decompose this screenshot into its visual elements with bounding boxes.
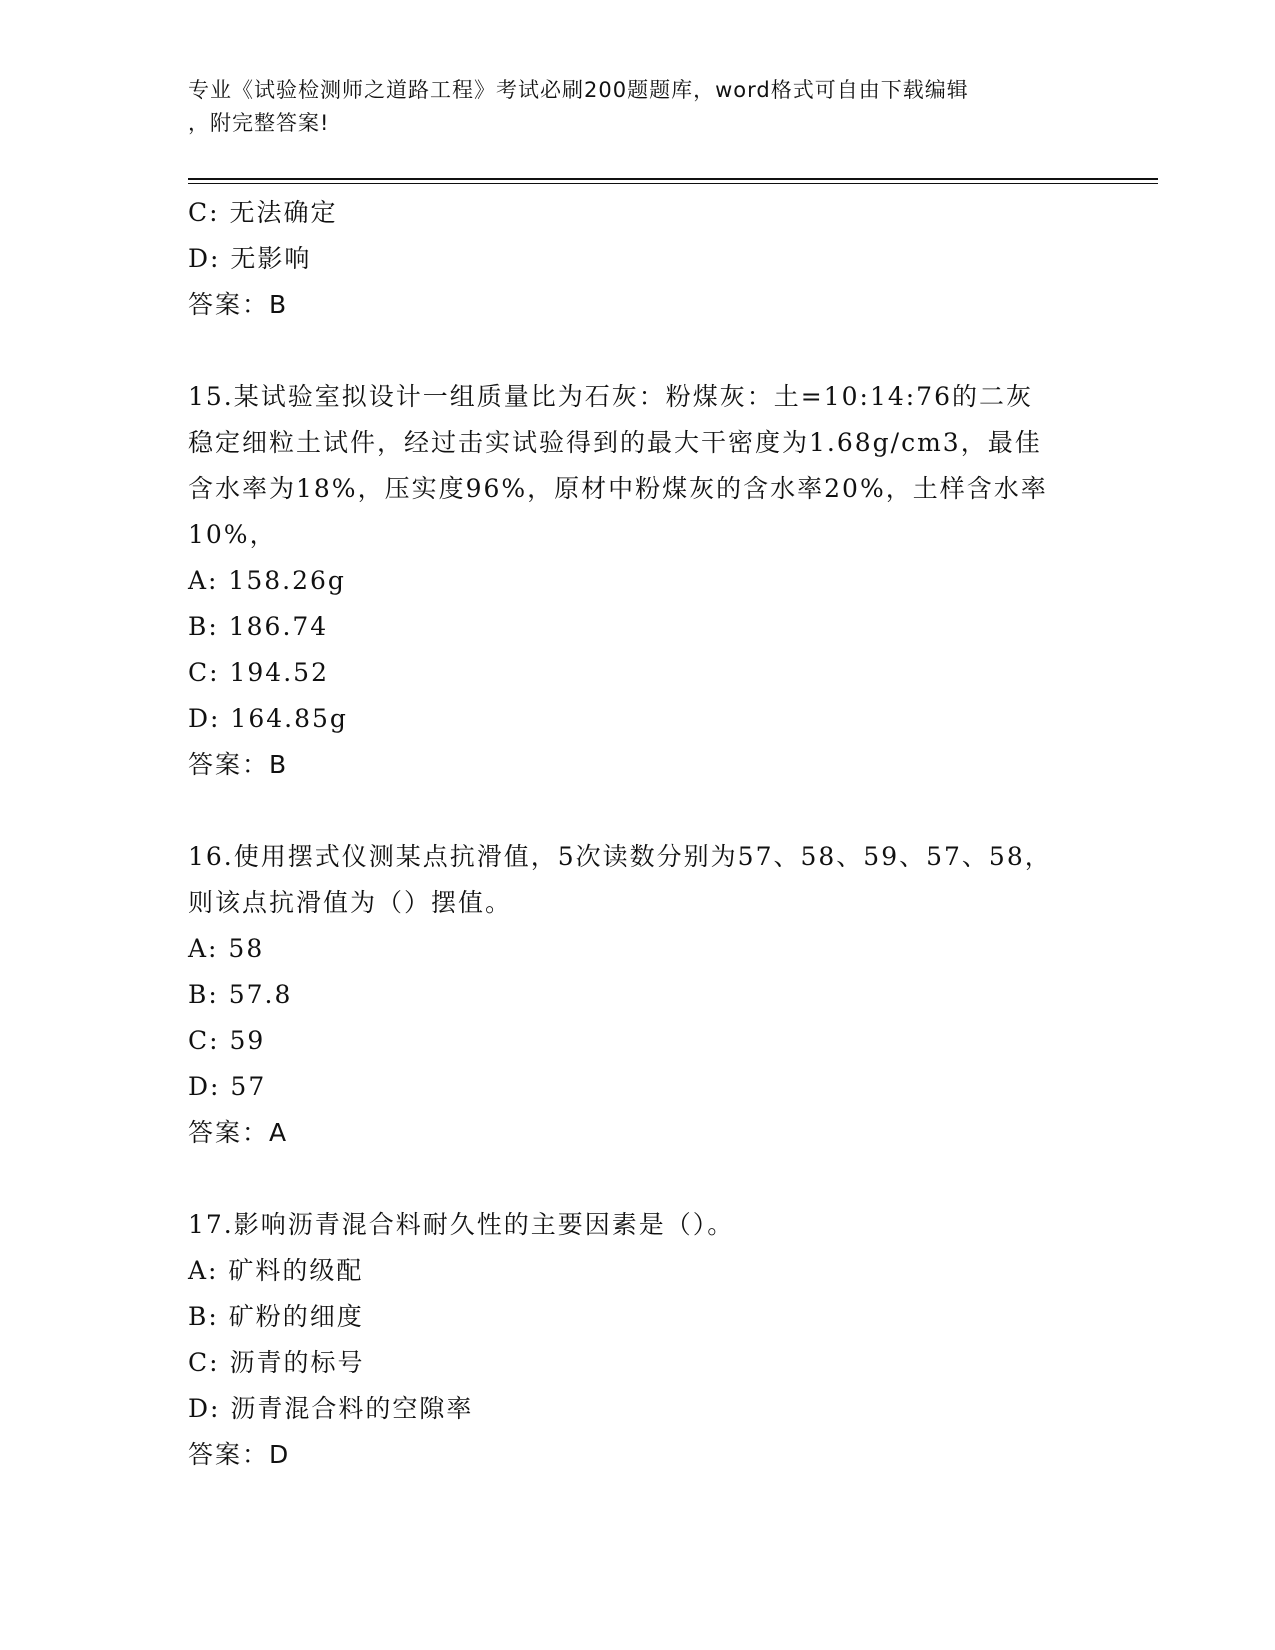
stem-line: 17.影响沥青混合料耐久性的主要因素是（）。 (188, 1210, 735, 1239)
question-15 (188, 374, 1088, 788)
question-stem (188, 834, 1088, 926)
option-a: A: 158.26g (188, 566, 346, 595)
option-a: A: 矿料的级配 (188, 1256, 364, 1285)
option-c: C: 59 (188, 1026, 266, 1055)
answer-line: 答案：A (188, 1118, 289, 1147)
answer-line: 答案：B (188, 750, 289, 779)
header-rule-thick (188, 178, 1158, 180)
option-c: C: 无法确定 (188, 198, 338, 227)
option-d: D: 57 (188, 1072, 267, 1101)
header-rule-thin (188, 183, 1158, 184)
stem-line: 则该点抗滑值为（）摆值。 (188, 888, 513, 917)
header-line-1: 专业《试验检测师之道路工程》考试必刷200题题库，word格式可自由下载编辑 (188, 78, 969, 102)
option-c: C: 194.52 (188, 658, 329, 687)
header-line-2: ，附完整答案! (188, 111, 330, 135)
option-b: B: 186.74 (188, 612, 329, 641)
answer-line: 答案：B (188, 290, 289, 319)
stem-line: 10%， (188, 520, 277, 549)
question-list (188, 190, 1088, 1478)
answer-line: 答案：D (188, 1440, 291, 1469)
question-stem (188, 1202, 1088, 1248)
stem-line: 15.某试验室拟设计一组质量比为石灰：粉煤灰：土=10:14:76的二灰 (188, 382, 1033, 411)
option-d: D: 164.85g (188, 704, 348, 733)
option-a: A: 58 (188, 934, 265, 963)
option-d: D: 无影响 (188, 244, 312, 273)
option-c: C: 沥青的标号 (188, 1348, 365, 1377)
question-stem (188, 374, 1088, 558)
stem-line: 含水率为18%，压实度96%，原材中粉煤灰的含水率20%，土样含水率 (188, 474, 1048, 503)
option-b: B: 矿粉的细度 (188, 1302, 364, 1331)
question-17 (188, 1202, 1088, 1478)
option-b: B: 57.8 (188, 980, 293, 1009)
stem-line: 稳定细粒土试件，经过击实试验得到的最大干密度为1.68g/cm3，最佳 (188, 428, 1042, 457)
question-14-tail (188, 190, 1088, 328)
option-d: D: 沥青混合料的空隙率 (188, 1394, 474, 1423)
stem-line: 16.使用摆式仪测某点抗滑值，5次读数分别为57、58、59、57、58， (188, 842, 1052, 871)
question-16 (188, 834, 1088, 1156)
page-header (188, 74, 1088, 140)
